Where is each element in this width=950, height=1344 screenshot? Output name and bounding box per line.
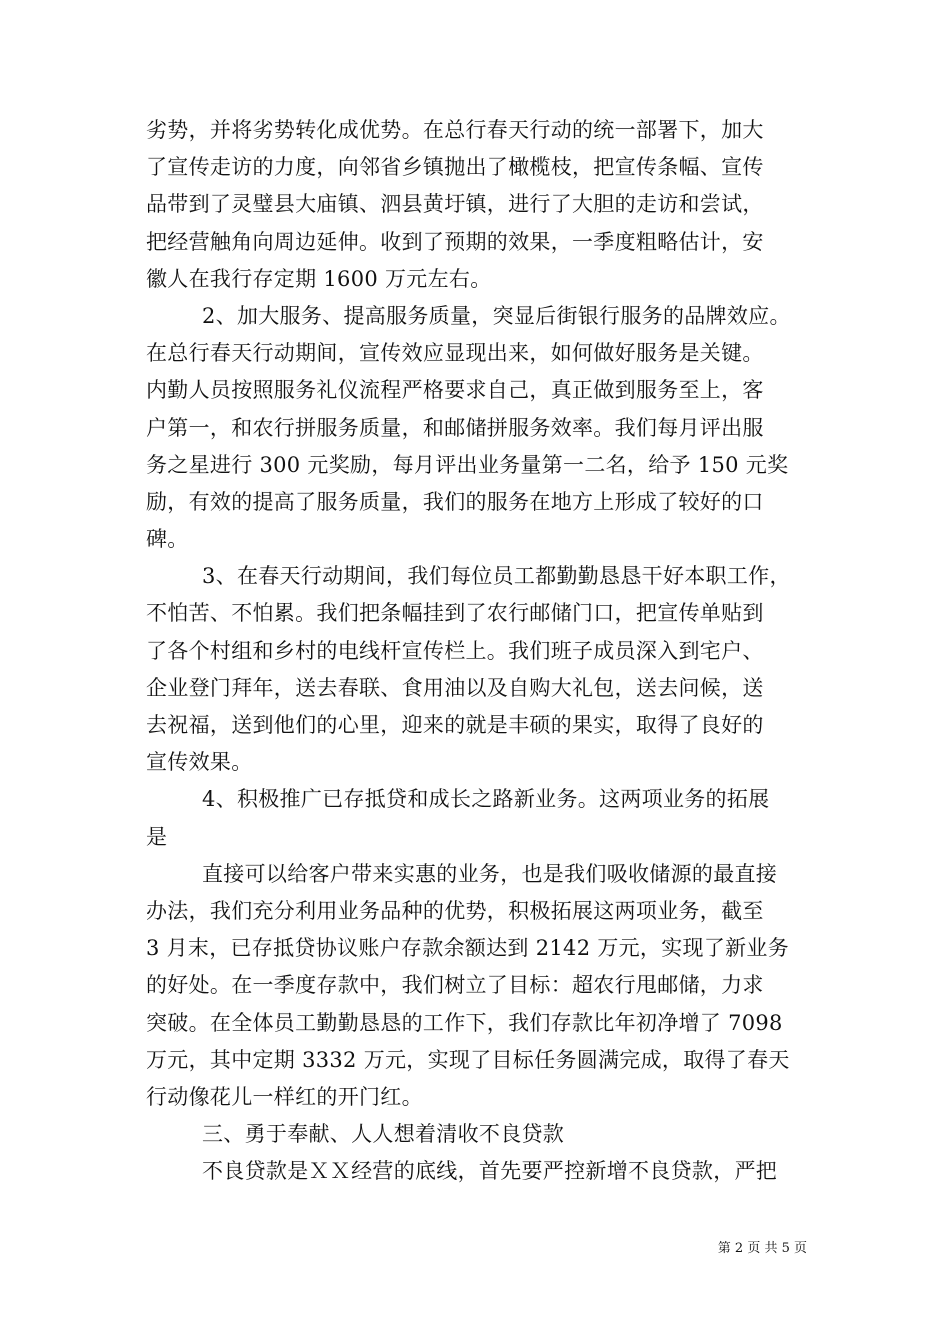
text-line: 在总行春天行动期间，宣传效应显现出来，如何做好服务是关键。	[146, 341, 764, 366]
text-line: 把经营触角向周边延伸。收到了预期的效果，一季度粗略估计，安	[146, 229, 764, 254]
text-line: 励，有效的提高了服务质量，我们的服务在地方上形成了较好的口	[146, 489, 764, 514]
text-line: 不良贷款是ＸＸ经营的底线，首先要严控新增不良贷款，严把	[202, 1159, 778, 1184]
document-body	[146, 112, 810, 1190]
text-line: 企业登门拜年，送去春联、食用油以及自购大礼包，送去问候，送	[146, 675, 764, 700]
text-line: 碑。	[146, 527, 189, 552]
text-line: 务之星进行 300 元奖励，每月评出业务量第一二名，给予 150 元奖	[146, 452, 789, 477]
text-line: 突破。在全体员工勤勤恳恳的工作下，我们存款比年初净增了 7098	[146, 1010, 783, 1035]
text-line: 的好处。在一季度存款中，我们树立了目标：超农行甩邮储，力求	[146, 973, 764, 998]
text-line: 3、在春天行动期间，我们每位员工都勤勤恳恳干好本职工作，	[202, 564, 791, 589]
text-line: 万元，其中定期 3332 万元，实现了目标任务圆满完成，取得了春天	[146, 1047, 790, 1072]
text-line: 3 月末，已存抵贷协议账户存款余额达到 2142 万元，实现了新业务	[146, 936, 790, 961]
text-line: 了各个村组和乡村的电线杆宣传栏上。我们班子成员深入到宅户、	[146, 638, 764, 663]
text-line: 不怕苦、不怕累。我们把条幅挂到了农行邮储门口，把宣传单贴到	[146, 601, 764, 626]
text-line: 劣势，并将劣势转化成优势。在总行春天行动的统一部署下，加大	[146, 118, 764, 142]
text-line: 4、积极推广已存抵贷和成长之路新业务。这两项业务的拓展	[202, 787, 770, 812]
text-line: 行动像花儿一样红的开门红。	[146, 1084, 423, 1109]
text-line: 户第一，和农行拼服务质量，和邮储拼服务效率。我们每月评出服	[146, 415, 764, 440]
text-line: 宣传效果。	[146, 750, 253, 775]
text-line: 三、勇于奉献、人人想着清收不良贷款	[202, 1122, 565, 1147]
text-line: 办法，我们充分利用业务品种的优势，积极拓展这两项业务，截至	[146, 898, 764, 923]
page-number: 第 2 页 共 5 页	[717, 1241, 807, 1256]
text-line: 2、加大服务、提高服务质量，突显后街银行服务的品牌效应。	[202, 303, 791, 328]
text-line: 徽人在我行存定期 1600 万元左右。	[146, 266, 492, 291]
text-line: 直接可以给客户带来实惠的业务，也是我们吸收储源的最直接	[202, 861, 778, 886]
text-line: 是	[146, 824, 168, 849]
text-line: 了宣传走访的力度，向邻省乡镇抛出了橄榄枝，把宣传条幅、宣传	[146, 155, 764, 180]
text-line: 品带到了灵璧县大庙镇、泗县黄圩镇，进行了大胆的走访和尝试，	[146, 192, 764, 217]
text-line: 内勤人员按照服务礼仪流程严格要求自己，真正做到服务至上，客	[146, 378, 764, 403]
text-line: 去祝福，送到他们的心里，迎来的就是丰硕的果实，取得了良好的	[146, 713, 764, 737]
